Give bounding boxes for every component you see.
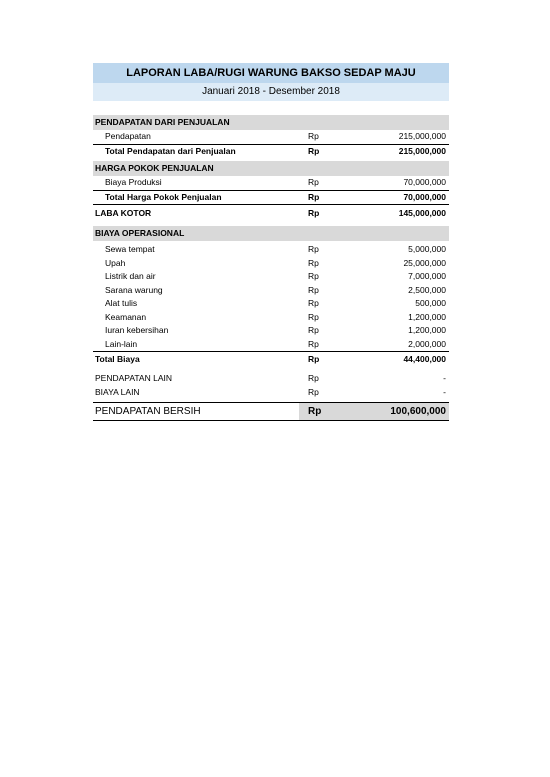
report-period: Januari 2018 - Desember 2018 [93,83,449,101]
report-title: LAPORAN LABA/RUGI WARUNG BAKSO SEDAP MAJU [93,63,449,83]
section-header-revenue: PENDAPATAN DARI PENJUALAN [93,115,449,130]
line-item: Lain-lain Rp 2,000,000 [105,338,446,349]
gross-profit-row: LABA KOTOR Rp 145,000,000 [93,204,449,222]
net-income-row: PENDAPATAN BERSIH Rp 100,600,000 [93,402,449,421]
line-item: Keamanan Rp 1,200,000 [105,311,446,322]
line-item: Sewa tempat Rp 5,000,000 [105,244,446,254]
line-item: Iuran kebersihan Rp 1,200,000 [105,325,446,335]
line-item: Sarana warung Rp 2,500,000 [105,284,446,295]
income-statement [93,63,449,421]
line-item: Alat tulis Rp 500,000 [105,298,446,308]
total-cogs-row: Total Harga Pokok Penjualan Rp 70,000,000 [93,190,449,205]
line-item: Pendapatan Rp 215,000,000 [105,131,446,141]
section-header-cogs: HARGA POKOK PENJUALAN [93,161,449,176]
other-income-row: PENDAPATAN LAIN Rp - [95,373,446,383]
section-header-opex: BIAYA OPERASIONAL [93,226,449,241]
total-revenue-row: Total Pendapatan dari Penjualan Rp 215,000,000 [93,144,449,159]
line-item: Upah Rp 25,000,000 [105,257,446,268]
line-item: Biaya Produksi Rp 70,000,000 [105,177,446,187]
other-cost-row: BIAYA LAIN Rp - [95,386,446,397]
total-opex-row: Total Biaya Rp 44,400,000 [93,351,449,366]
line-item: Listrik dan air Rp 7,000,000 [105,271,446,281]
